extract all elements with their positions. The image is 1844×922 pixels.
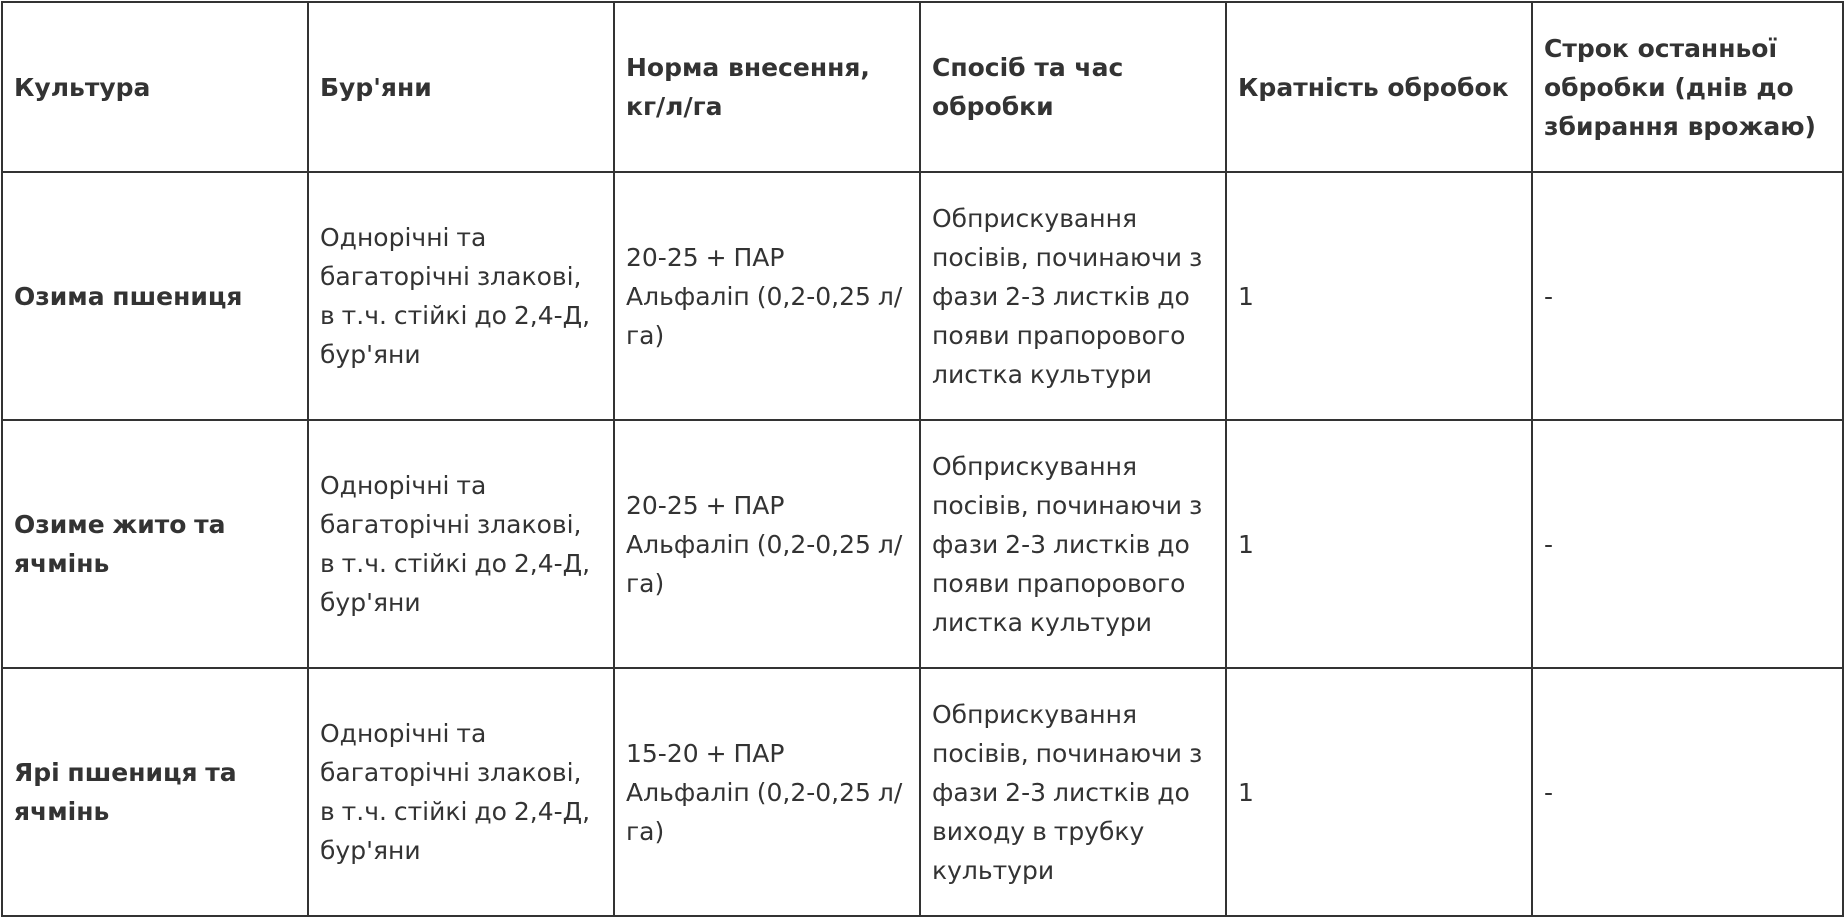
method-cell: Обприскування посівів, починаючи з фази 2-3 листків до появи прапорового листка культури <box>920 172 1226 420</box>
herbicide-application-table <box>1 1 1844 917</box>
weeds-cell: Однорічні та багаторічні злакові, в т.ч. стійкі до 2,4-Д, бур'яни <box>308 420 614 668</box>
rate-cell: 15-20 + ПАР Альфаліп (0,2-0,25 л/га) <box>614 668 920 916</box>
header-weeds: Бур'яни <box>308 2 614 172</box>
term-cell: - <box>1532 668 1843 916</box>
header-rate: Норма внесення, кг/л/га <box>614 2 920 172</box>
table-row <box>2 420 1843 668</box>
count-cell: 1 <box>1226 420 1532 668</box>
rate-cell: 20-25 + ПАР Альфаліп (0,2-0,25 л/га) <box>614 420 920 668</box>
header-crop: Культура <box>2 2 308 172</box>
method-cell: Обприскування посівів, починаючи з фази 2-3 листків до появи прапорового листка культури <box>920 420 1226 668</box>
method-cell: Обприскування посівів, починаючи з фази 2-3 листків до виходу в трубку культури <box>920 668 1226 916</box>
rate-cell: 20-25 + ПАР Альфаліп (0,2-0,25 л/га) <box>614 172 920 420</box>
weeds-cell: Однорічні та багаторічні злакові, в т.ч. стійкі до 2,4-Д, бур'яни <box>308 668 614 916</box>
term-cell: - <box>1532 172 1843 420</box>
table-header-row <box>2 2 1843 172</box>
crop-cell: Озиме жито та ячмінь <box>2 420 308 668</box>
weeds-cell: Однорічні та багаторічні злакові, в т.ч. стійкі до 2,4-Д, бур'яни <box>308 172 614 420</box>
crop-cell: Озима пшениця <box>2 172 308 420</box>
table-row <box>2 172 1843 420</box>
header-count: Кратність обробок <box>1226 2 1532 172</box>
count-cell: 1 <box>1226 172 1532 420</box>
crop-cell: Ярі пшениця та ячмінь <box>2 668 308 916</box>
count-cell: 1 <box>1226 668 1532 916</box>
header-term: Строк останньої обробки (днів до збирання врожаю) <box>1532 2 1843 172</box>
term-cell: - <box>1532 420 1843 668</box>
header-method: Спосіб та час обробки <box>920 2 1226 172</box>
table-row <box>2 668 1843 916</box>
